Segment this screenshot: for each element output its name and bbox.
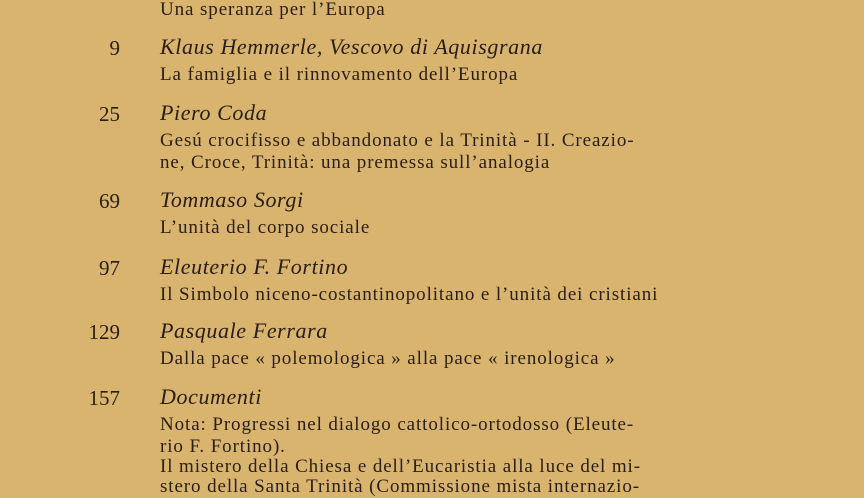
entry-author: Eleuterio F. Fortino xyxy=(160,254,349,279)
entry-title-line: stero della Santa Trinità (Commissione mista internazio- xyxy=(160,476,640,497)
entry-title-line: Il mistero della Chiesa e dell’Eucaristia alla luce del mi- xyxy=(160,456,641,477)
page-number: 97 xyxy=(99,256,120,280)
entry-title-line: ne, Croce, Trinità: una premessa sull’analogia xyxy=(160,152,551,173)
entry-author: Klaus Hemmerle, Vescovo di Aquisgrana xyxy=(160,34,543,59)
entry-title-line: rio F. Fortino). xyxy=(160,436,286,457)
entry-title: Dalla pace « polemologica » alla pace « irenologica » xyxy=(160,348,616,369)
entry-title-line: Nota: Progressi nel dialogo cattolico-ortodosso (Eleute- xyxy=(160,414,635,435)
entry-title: L’unità del corpo sociale xyxy=(160,217,371,238)
entry-title: Una speranza per l’Europa xyxy=(160,0,386,20)
entry-author: Piero Coda xyxy=(160,100,268,125)
entry-author: Tommaso Sorgi xyxy=(160,187,304,212)
page-number: 157 xyxy=(88,386,120,410)
page-number: 25 xyxy=(99,102,120,126)
entry-title-line: Gesú crocifisso e abbandonato e la Trinità - II. Creazio- xyxy=(160,130,635,151)
page-number: 129 xyxy=(88,320,120,344)
entry-title: Il Simbolo niceno-costantinopolitano e l’unità dei cristiani xyxy=(160,284,659,305)
entry-author: Documenti xyxy=(160,384,262,409)
entry-author: Pasquale Ferrara xyxy=(160,318,328,343)
entry-title: La famiglia e il rinnovamento dell’Europa xyxy=(160,64,519,85)
page-number: 9 xyxy=(109,36,120,60)
page-number: 69 xyxy=(99,189,120,213)
